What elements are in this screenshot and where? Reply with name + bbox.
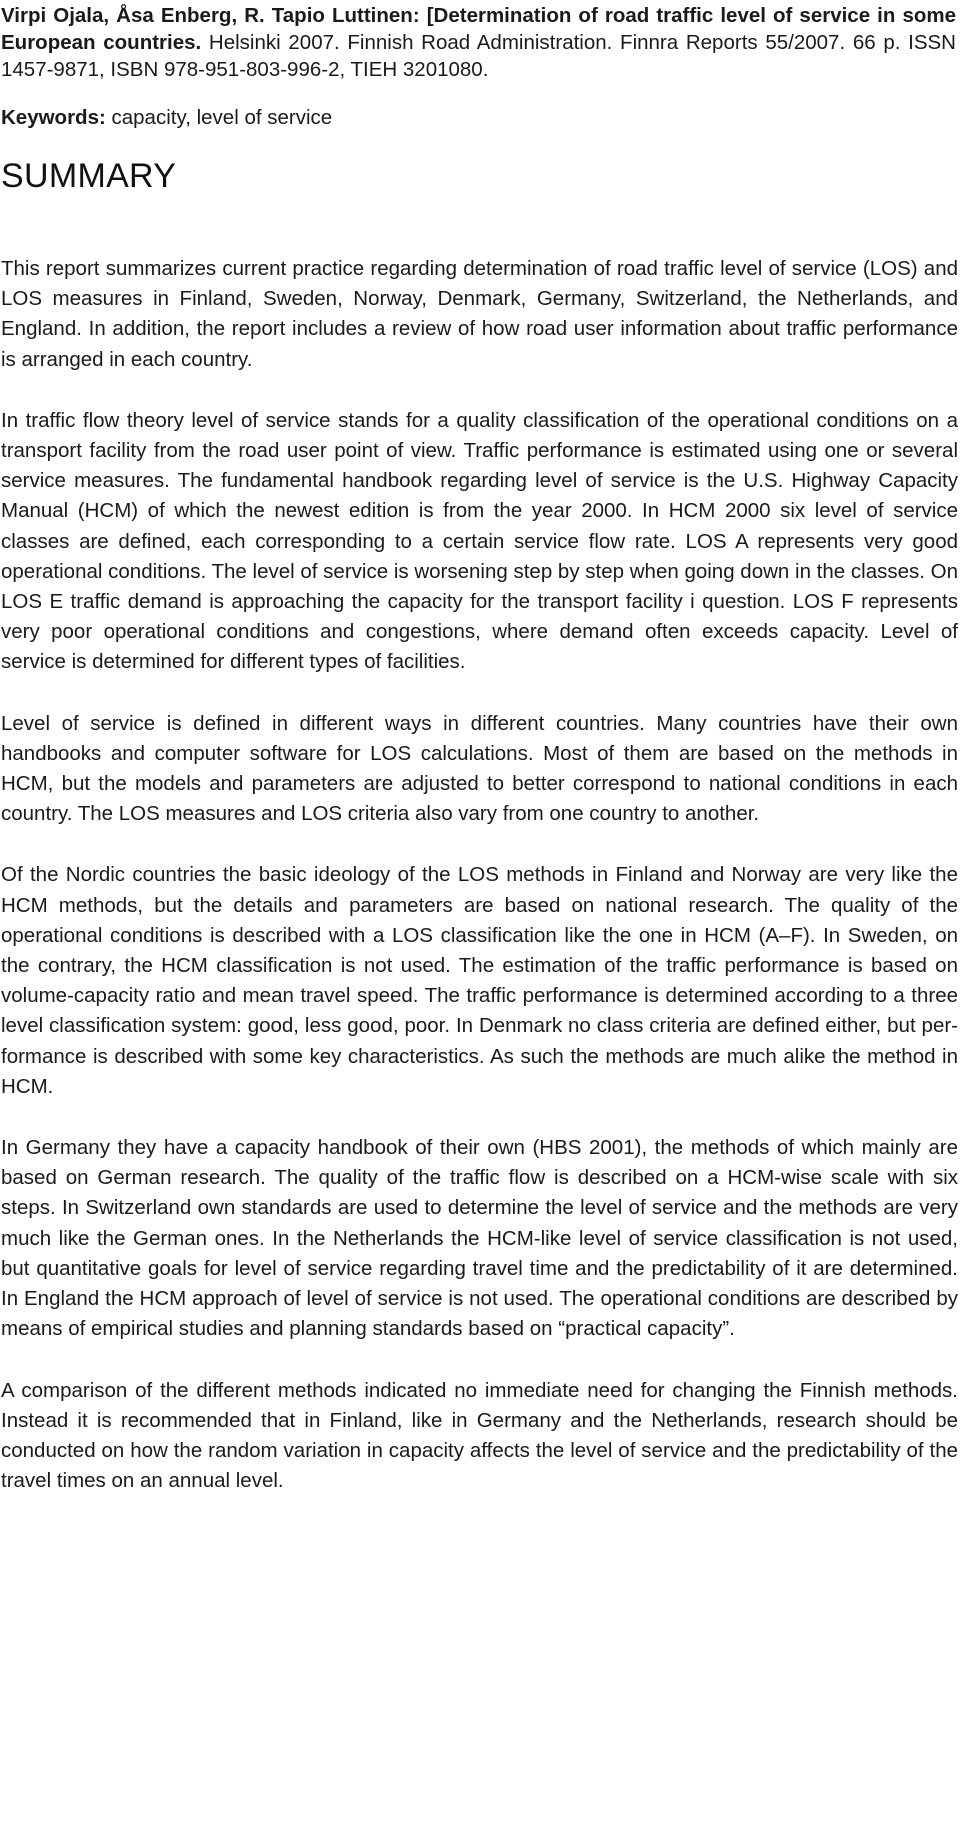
keywords: [1, 104, 332, 131]
summary-paragraph: In traffic flow theory level of service stands for a quality classification of the operational conditions on a transport facility from the road user point of view. Traffic performance is estimated using one or several service measures. The fundamental handbook regarding level of service is the U.S. Highway Capacity Manual (HCM) of which the newest edition is from the year 2000. In HCM 2000 six level of service classes are defined, each corresponding to a certain service flow rate. LOS A represents very good operational conditions. The level of service is worsening step by step when going down in the classes. On LOS E traffic demand is approaching the capacity for the transport facility i question. LOS F represents very poor operational conditions and congestions, where demand often exceeds capacity. Level of service is determined for different types of facilities.: [1, 408, 958, 674]
summary-paragraph: A comparison of the different methods indicated no immediate need for changing the Finnish methods. Instead it is recommended that in Finland, like in Germany and the Netherlands, research should be conducted on how the random variation in capacity affects the level of service and the predictability of the travel times on an annual level.: [1, 1378, 958, 1493]
summary-heading: SUMMARY: [1, 157, 177, 195]
summary-paragraph: In Germany they have a capacity handbook of their own (HBS 2001), the methods of which mainly are based on German research. The quality of the traffic flow is described on a HCM-wise scale with six steps. In Switzerland own standards are used to determine the level of service and the methods are very much like the German ones. In the Netherlands the HCM-like level of service classification is not used, but quantitative goals for level of service regarding travel time and the predictability of it are determined. In England the HCM approach of level of service is not used. The operational conditions are described by means of empirical studies and planning standards based on “practical capacity”.: [1, 1136, 958, 1341]
keywords-label: Keywords:: [1, 106, 106, 129]
keywords-value: capacity, level of service: [105, 106, 333, 129]
summary-paragraph: Level of service is defined in different ways in different countries. Many countries have their own handbooks and computer software for LOS calculations. Most of them are based on the methods in HCM, but the models and parameters are adjusted to better correspond to national conditions in each country. The LOS measures and LOS criteria also vary from one country to another.: [1, 711, 958, 826]
citation: [1, 2, 956, 83]
summary-paragraph: Of the Nordic countries the basic ideology of the LOS methods in Finland and Norway are very like the HCM methods, but the details and parameters are based on national research. The quality of the operational conditions is described with a LOS classification like the one in HCM (A–F). In Sweden, on the contrary, the HCM classification is not used. The estimation of the traffic performance is based on volume-capacity ratio and mean travel speed. The traffic performance is determined according to a three level classification system: good, less good, poor. In Denmark no class criteria are defined either, but performance is described with some key characteristics. As such the methods are much alike the method in HCM.: [1, 863, 958, 1098]
summary-paragraph: This report summarizes current practice regarding determination of road traffic level of service (LOS) and LOS measures in Finland, Sweden, Norway, Denmark, Germany, Switzerland, the Netherlands, and England. In addition, the report includes a review of how road user information about traffic performance is arranged in each country.: [1, 257, 958, 371]
citation-publication: Helsinki 2007. Finnish Road Administration. Finnra Reports 55/2007. 66 p. ISSN 1457-9871, ISBN 978-951-803-996-2, TIEH 3201080.: [1, 31, 956, 81]
summary-body: [1, 254, 958, 1527]
citation-authors-title: Virpi Ojala, Åsa Enberg, R. Tapio Luttinen: [Determination of road traffic level of service in some European countries.: [1, 4, 956, 54]
